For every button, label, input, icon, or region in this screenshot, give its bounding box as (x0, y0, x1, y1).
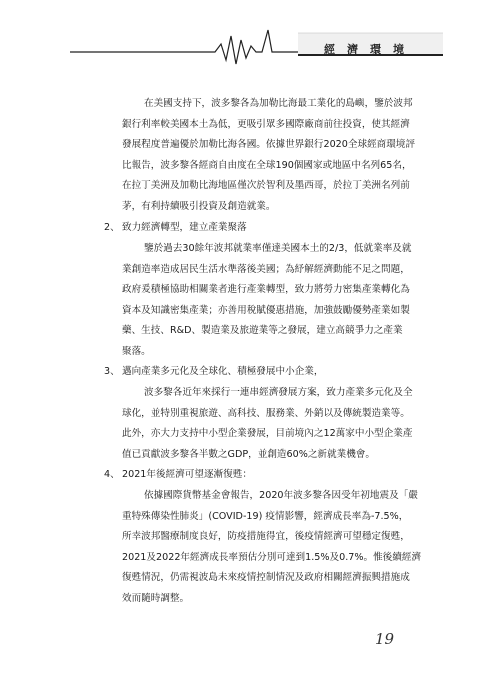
section-heading-2 (104, 218, 247, 239)
text-line: 在美國支持下，波多黎各為加勒比海最工業化的島嶼，鑒於波邦 (144, 98, 413, 109)
text-line: 鑒於過去30餘年波邦就業率僅達美國本土的2/3，低就業率及就 (144, 243, 412, 254)
text-line: 藥、生技、R&D、製造業及旅遊業等之發展，建立高競爭力之產業 (122, 325, 403, 337)
section-2-paragraph (122, 239, 412, 363)
header-heartbeat-line-icon (0, 0, 480, 70)
item-number: 2、 (104, 222, 120, 233)
header-section-title: 經濟環境 (324, 43, 416, 56)
text-line: 復甦情況，仍需視波島未來疫情控制情況及政府相關經濟振興措施成 (122, 572, 410, 584)
text-line: 值已貢獻波多黎各半數之GDP，並創造60%之新就業機會。 (122, 448, 375, 460)
text-line: 重特殊傳染性肺炎」(COVID-19) 疫情影響，經濟成長率為-7.5%， (122, 510, 409, 522)
section-heading-3 (104, 362, 323, 383)
intro-paragraph (122, 94, 415, 218)
text-line: 波多黎各近年來採行一連串經濟發展方案，致力產業多元化及全 (144, 387, 413, 398)
item-heading-text: 邁向產業多元化及全球化、積極發展中小企業， (122, 366, 324, 377)
section-heading-4 (104, 465, 252, 486)
text-line: 銀行利率較美國本土為低，更吸引眾多國際廠商前往投資，使其經濟 (122, 118, 410, 130)
text-line: 所幸波邦醫療制度良好，防疫措施得宜，後疫情經濟可望穩定復甦， (122, 531, 410, 543)
item-heading-text: 致力經濟轉型，建立產業聚落 (122, 222, 247, 233)
item-number: 3、 (104, 366, 120, 377)
text-line: 效而隨時調整。 (122, 592, 190, 604)
text-line: 此外，亦大力支持中小型企業發展，目前境內之12萬家中小型企業產 (122, 428, 413, 440)
text-line: 比報告，波多黎各經商自由度在全球190個國家或地區中名列65名， (122, 159, 412, 171)
text-line: 在拉丁美洲及加勒比海地區僅次於智利及墨西哥，於拉丁美洲名列前 (122, 180, 410, 192)
section-3-paragraph (122, 383, 413, 465)
text-line: 業創造率造成居民生活水準落後美國；為紓解經濟動能不足之問題， (122, 263, 410, 275)
text-line: 資本及知識密集產業；亦善用稅賦優惠措施，加強鼓勵優勢產業如製 (122, 304, 410, 316)
section-4-paragraph (122, 486, 421, 610)
page-header (0, 0, 480, 70)
text-line: 政府爰積極協助相關業者進行產業轉型，致力將勞力密集產業轉化為 (122, 284, 410, 296)
item-heading-text: 2021年後經濟可望逐漸復甦： (122, 469, 252, 480)
text-line: 球化，並特別重視旅遊、高科技、服務業、外銷以及傳統製造業等。 (122, 407, 410, 419)
text-line: 依據國際貨幣基金會報告，2020年波多黎各因受年初地震及「嚴 (144, 490, 418, 501)
text-line: 發展程度普遍優於加勒比海各國。依據世界銀行2020全球經商環境評 (122, 139, 416, 151)
item-number: 4、 (104, 469, 120, 480)
page-number: 19 (375, 630, 395, 648)
text-line: 茅，有利持續吸引投資及創造就業。 (122, 200, 276, 212)
text-line: 聚落。 (122, 345, 151, 357)
text-line: 2021及2022年經濟成長率預估分別可達到1.5%及0.7%。惟後續經濟 (122, 551, 422, 563)
